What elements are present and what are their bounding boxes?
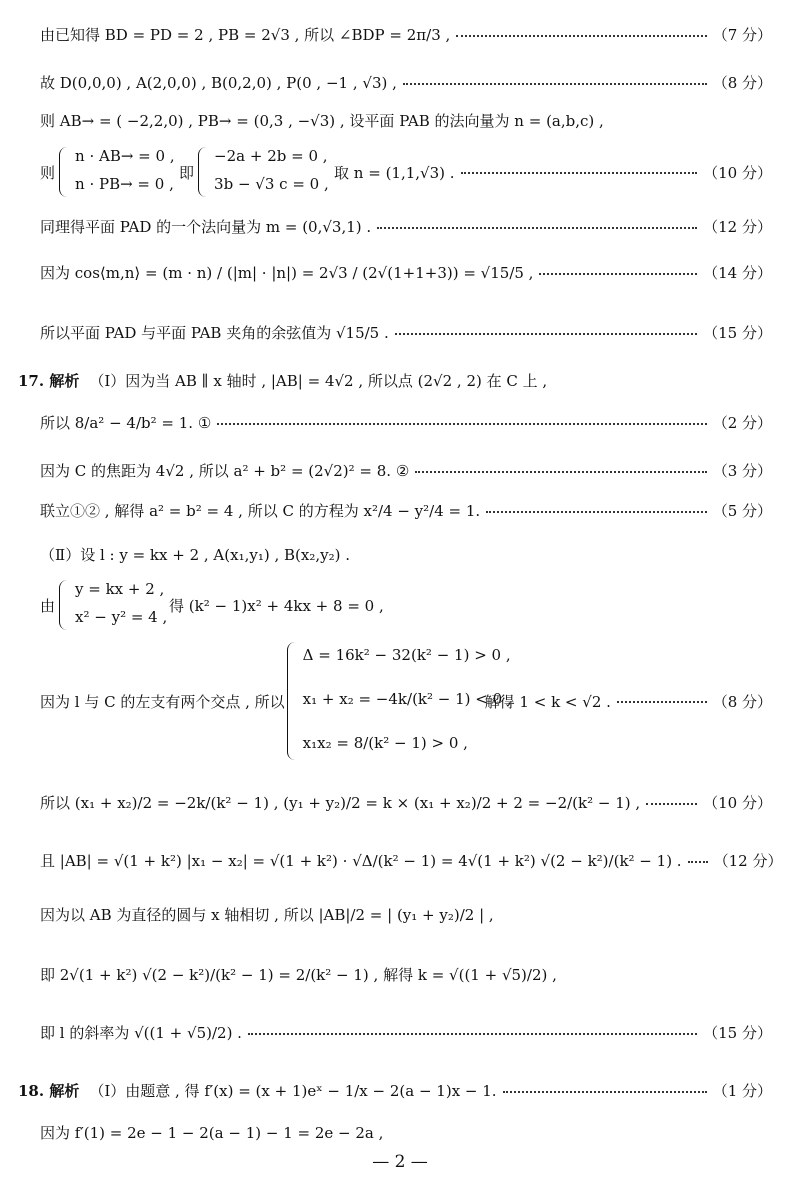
leader-dots	[217, 421, 706, 425]
line-tail: 解得 1 < k < √2 .	[484, 692, 611, 711]
system-line: n · AB→ = 0 ,	[75, 147, 175, 165]
equation-system-1	[59, 147, 179, 197]
line-2	[40, 72, 772, 93]
line-text: 且 |AB| = √(1 + k²) |x₁ − x₂| = √(1 + k²) · √Δ/(k² − 1) = 4√(1 + k²) √(2 − k²)/(k² − 1) .	[40, 852, 682, 870]
leader-dots	[486, 509, 707, 513]
score-label: （8 分）	[712, 74, 772, 92]
equation-system-2	[198, 147, 334, 197]
system-line: x₁x₂ = 8/(k² − 1) > 0 ,	[302, 734, 468, 752]
line-prefix: 因为 l 与 C 的左支有两个交点 , 所以	[40, 692, 285, 711]
left-brace	[287, 642, 298, 760]
line-6	[40, 262, 772, 283]
leader-dots	[503, 1089, 707, 1093]
line-tail: 得 (k² − 1)x² + 4kx + 8 = 0 ,	[169, 596, 384, 615]
leader-dots	[539, 271, 697, 275]
line-text: 所以 (x₁ + x₂)/2 = −2k/(k² − 1) , (y₁ + y₂)/2 = k × (x₁ + x₂)/2 + 2 = −2/(k² − 1) ,	[40, 794, 641, 812]
system-line: x₁ + x₂ = −4k/(k² − 1) < 0 ,	[302, 690, 512, 708]
line-10	[40, 460, 772, 481]
line-21	[40, 1122, 772, 1143]
score-label: （3 分）	[712, 462, 772, 480]
line-20	[18, 1080, 772, 1101]
score-label: （8 分）	[712, 692, 772, 711]
leader-dots	[688, 859, 708, 863]
line-text: 因为 f′(1) = 2e − 1 − 2(a − 1) − 1 = 2e − 2a ,	[40, 1124, 384, 1142]
left-brace	[59, 580, 70, 630]
line-text: 即 2√(1 + k²) √(2 − k²)/(k² − 1) = 2/(k² − 1) , 解得 k = √((1 + √5)/2) ,	[40, 966, 557, 984]
leader-dots	[461, 170, 698, 174]
line-text: 由已知得 BD = PD = 2 , PB = 2√3 , 所以 ∠BDP = 2π/3 ,	[40, 26, 451, 44]
line-prefix: 由	[40, 596, 56, 615]
system-line: y = kx + 2 ,	[75, 580, 165, 598]
score-label: （15 分）	[703, 324, 772, 342]
line-text: 因为 C 的焦距为 4√2 , 所以 a² + b² = (2√2)² = 8. ②	[40, 462, 410, 480]
line-15	[40, 792, 772, 813]
leader-dots	[617, 699, 707, 703]
line-16	[40, 850, 783, 871]
line-text: 则 AB→ = ( −2,2,0) , PB→ = (0,3 , −√3) , 设平面 PAB 的法向量为 n = (a,b,c) ,	[40, 112, 604, 130]
score-label: （7 分）	[712, 26, 772, 44]
line-4	[40, 147, 772, 197]
inequality-system	[287, 642, 512, 760]
line-17	[40, 904, 772, 925]
line-text: （Ⅰ）因为当 AB ∥ x 轴时 , |AB| = 4√2 , 所以点 (2√2 , 2) 在 C 上 ,	[89, 372, 548, 390]
leader-dots	[403, 81, 707, 85]
score-label: （12 分）	[713, 852, 783, 870]
page-number: — 2 —	[372, 1152, 428, 1172]
line-text: 联立①② , 解得 a² = b² = 4 , 所以 C 的方程为 x²/4 − y²/4 = 1.	[40, 502, 481, 520]
line-mid: 即	[179, 163, 195, 182]
leader-dots	[415, 469, 706, 473]
line-prefix: 则	[40, 163, 56, 182]
line-9	[40, 412, 772, 433]
line-12	[40, 544, 772, 565]
line-14	[40, 642, 772, 760]
line-tail: 取 n = (1,1,√3) .	[334, 163, 455, 182]
line-text: 因为 cos⟨m,n⟩ = (m · n) / (|m| · |n|) = 2√3 / (2√(1+1+3)) = √15/5 ,	[40, 264, 534, 282]
leader-dots	[395, 331, 697, 335]
system-line: x² − y² = 4 ,	[75, 608, 168, 626]
leader-dots	[646, 801, 697, 805]
line-1	[40, 24, 772, 45]
line-text: 即 l 的斜率为 √((1 + √5)/2) .	[40, 1024, 242, 1042]
line-text: 同理得平面 PAD 的一个法向量为 m = (0,√3,1) .	[40, 218, 372, 236]
line-3	[40, 110, 772, 131]
line-19	[40, 1022, 772, 1043]
line-text: 故 D(0,0,0) , A(2,0,0) , B(0,2,0) , P(0 , −1 , √3) ,	[40, 74, 397, 92]
system-line: 3b − √3 c = 0 ,	[214, 175, 329, 193]
leader-dots	[377, 225, 697, 229]
leader-dots	[248, 1031, 697, 1035]
line-5	[40, 216, 772, 237]
line-7	[40, 322, 772, 343]
line-18	[40, 964, 772, 985]
equation-system	[59, 580, 169, 630]
system-line: −2a + 2b = 0 ,	[214, 147, 328, 165]
line-13	[40, 580, 772, 630]
problem-17-label: 17. 解析	[18, 372, 80, 390]
leader-dots	[456, 33, 706, 37]
score-label: （2 分）	[712, 414, 772, 432]
score-label: （15 分）	[703, 1024, 772, 1042]
line-text: （Ⅰ）由题意 , 得 f′(x) = (x + 1)eˣ − 1/x − 2(a − 1)x − 1.	[89, 1082, 497, 1100]
line-11	[40, 500, 772, 521]
system-line: Δ = 16k² − 32(k² − 1) > 0 ,	[302, 646, 511, 664]
left-brace	[59, 147, 70, 197]
score-label: （5 分）	[712, 502, 772, 520]
line-text: （Ⅱ）设 l : y = kx + 2 , A(x₁,y₁) , B(x₂,y₂) .	[40, 546, 350, 564]
line-8	[18, 370, 772, 391]
score-label: （14 分）	[703, 264, 772, 282]
left-brace	[198, 147, 209, 197]
system-line: n · PB→ = 0 ,	[75, 175, 174, 193]
score-label: （10 分）	[703, 163, 772, 182]
score-label: （12 分）	[703, 218, 772, 236]
line-text: 因为以 AB 为直径的圆与 x 轴相切 , 所以 |AB|/2 = | (y₁ + y₂)/2 | ,	[40, 906, 494, 924]
line-text: 所以 8/a² − 4/b² = 1. ①	[40, 414, 212, 432]
score-label: （10 分）	[703, 794, 772, 812]
score-label: （1 分）	[712, 1082, 772, 1100]
line-text: 所以平面 PAD 与平面 PAB 夹角的余弦值为 √15/5 .	[40, 324, 389, 342]
problem-18-label: 18. 解析	[18, 1082, 80, 1100]
